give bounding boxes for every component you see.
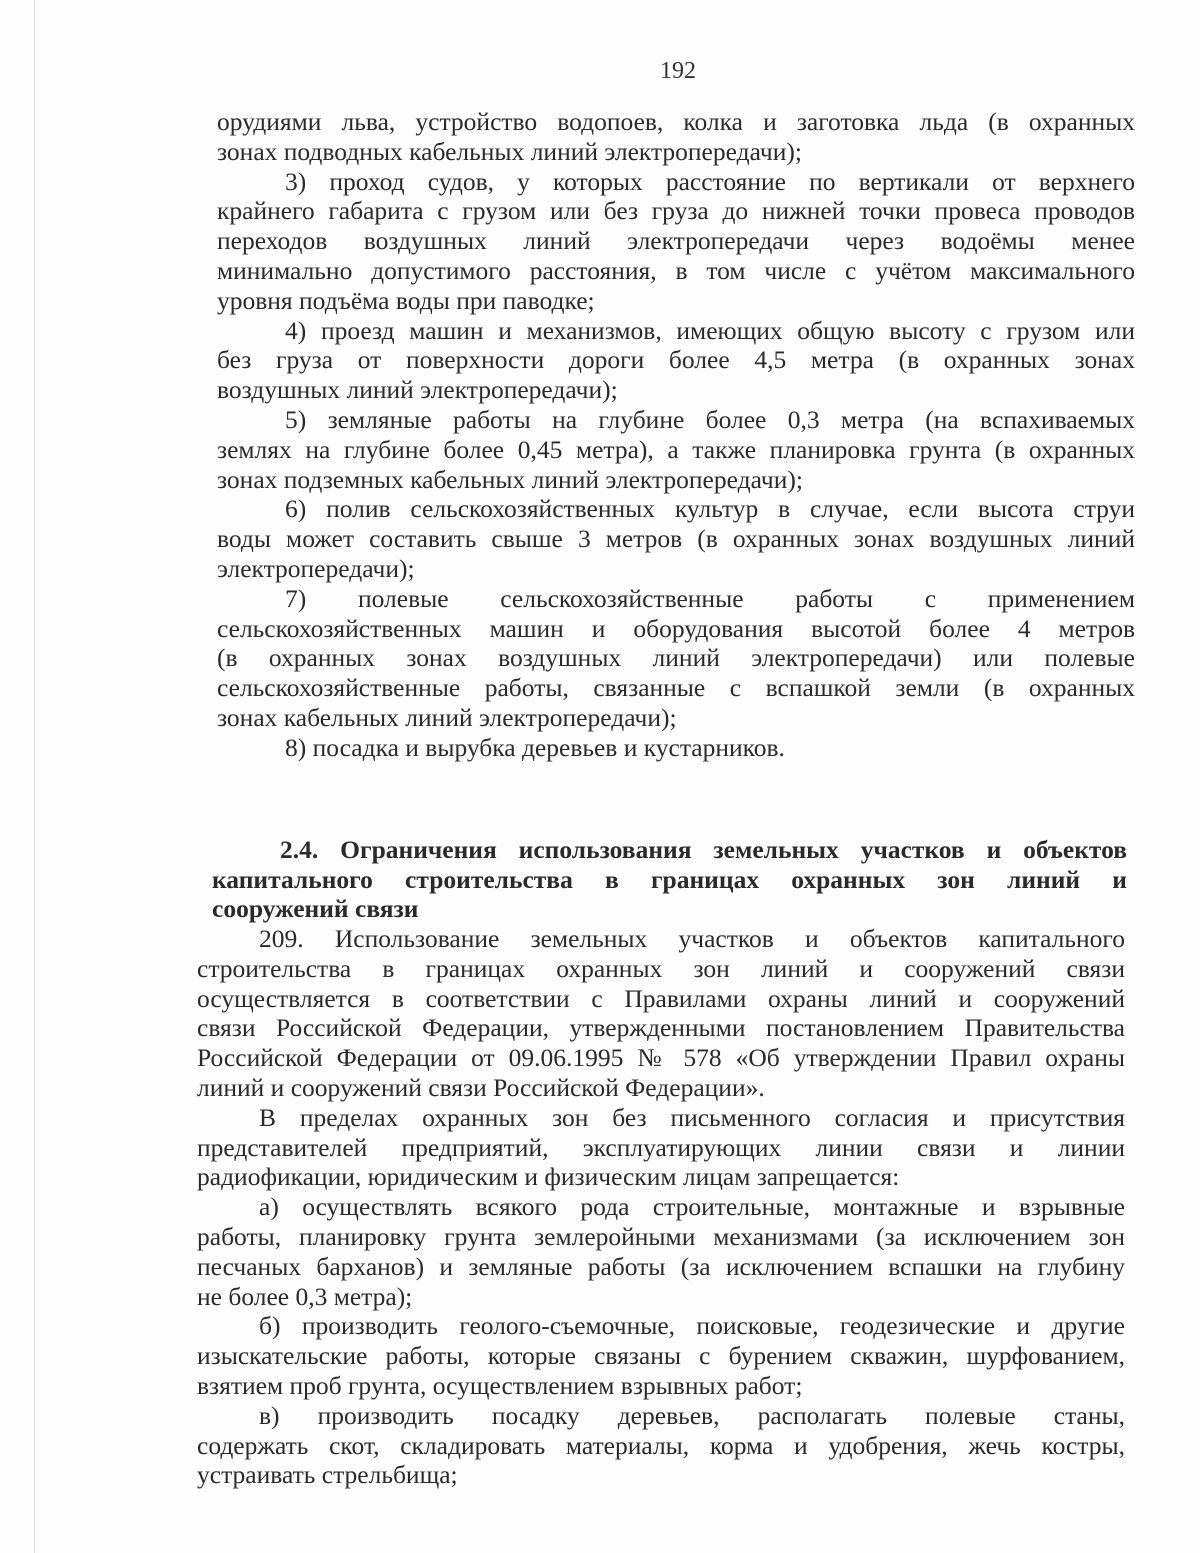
- text-line: б) производить геолого-съемочные, поисковые, геодезические и другие: [259, 1311, 1125, 1341]
- text-line: не более 0,3 метра);: [197, 1281, 413, 1311]
- page-number: 192: [660, 58, 696, 84]
- text-line: 5) земляные работы на глубине более 0,3 метра (на вспахиваемых: [285, 404, 1135, 434]
- text-line: работы, планировку грунта землеройными механизмами (за исключением зон: [197, 1221, 1125, 1251]
- text-line: землях на глубине более 0,45 метра), а также планировка грунта (в охранных: [217, 434, 1135, 464]
- text-line: Российской Федерации от 09.06.1995 № 578 «Об утверждении Правил охраны: [197, 1043, 1125, 1073]
- text-line: 8) посадка и вырубка деревьев и кустарников.: [285, 732, 785, 762]
- text-line: зонах подземных кабельных линий электропередачи);: [217, 464, 803, 494]
- scan-edge-line: [34, 0, 35, 1553]
- text-line: взятием проб грунта, осуществлением взрывных работ;: [197, 1370, 803, 1400]
- text-line: зонах кабельных линий электропередачи);: [217, 702, 677, 732]
- text-line: электропередачи);: [217, 553, 415, 583]
- text-line: 6) полив сельскохозяйственных культур в случае, если высота струи: [285, 494, 1135, 524]
- text-line: песчаных барханов) и земляные работы (за исключением вспашки на глубину: [197, 1251, 1125, 1281]
- text-line: строительства в границах охранных зон линий и сооружений связи: [197, 953, 1125, 983]
- text-line: изыскательские работы, которые связаны с бурением скважин, шурфованием,: [197, 1341, 1125, 1371]
- text-line: линий и сооружений связи Российской Федерации».: [197, 1072, 765, 1102]
- text-line: уровня подъёма воды при паводке;: [217, 285, 595, 315]
- text-line: 7) полевые сельскохозяйственные работы с применением: [285, 583, 1135, 613]
- heading-line: 2.4. Ограничения использования земельных участков и объектов: [280, 835, 1127, 864]
- heading-line: сооружений связи: [212, 894, 419, 924]
- lower-text-block: [197, 924, 1125, 1490]
- text-line: представителей предприятий, эксплуатирующих линии связи и линии: [197, 1132, 1125, 1162]
- text-line: зонах подводных кабельных линий электропередачи);: [217, 136, 802, 166]
- text-line: сельскохозяйственных машин и оборудования высотой более 4 метров: [217, 613, 1135, 643]
- text-line: переходов воздушных линий электропередачи через водоёмы менее: [217, 226, 1135, 256]
- text-line: содержать скот, складировать материалы, корма и удобрения, жечь костры,: [197, 1430, 1125, 1460]
- text-line: а) осуществлять всякого рода строительные, монтажные и взрывные: [259, 1192, 1125, 1222]
- text-line: осуществляется в соответствии с Правилами охраны линий и сооружений: [197, 983, 1125, 1013]
- text-line: 4) проезд машин и механизмов, имеющих общую высоту с грузом или: [285, 315, 1135, 345]
- text-line: В пределах охранных зон без письменного согласия и присутствия: [259, 1102, 1125, 1132]
- upper-text-block: [217, 107, 1135, 763]
- text-line: (в охранных зонах воздушных линий электропередачи) или полевые: [217, 643, 1135, 673]
- text-line: связи Российской Федерации, утвержденными постановлением Правительства: [197, 1013, 1125, 1043]
- text-line: воды может составить свыше 3 метров (в охранных зонах воздушных линий: [217, 524, 1135, 554]
- text-line: в) производить посадку деревьев, располагать полевые станы,: [259, 1400, 1125, 1430]
- text-line: орудиями льва, устройство водопоев, колка и заготовка льда (в охранных: [217, 107, 1135, 136]
- text-line: крайнего габарита с грузом или без груза до нижней точки провеса проводов: [217, 196, 1135, 226]
- text-line: радиофикации, юридическим и физическим лицам запрещается:: [197, 1162, 900, 1192]
- text-line: сельскохозяйственные работы, связанные с вспашкой земли (в охранных: [217, 673, 1135, 703]
- text-line: воздушных линий электропередачи);: [217, 375, 618, 405]
- text-line: 209. Использование земельных участков и объектов капитального: [259, 924, 1125, 953]
- section-heading: [212, 835, 1127, 924]
- text-line: устраивать стрельбища;: [197, 1460, 458, 1490]
- text-line: минимально допустимого расстояния, в том числе с учётом максимального: [217, 255, 1135, 285]
- heading-line: капитального строительства в границах охранных зон линий и: [212, 864, 1127, 894]
- text-line: 3) проход судов, у которых расстояние по вертикали от верхнего: [285, 166, 1135, 196]
- text-line: без груза от поверхности дороги более 4,5 метра (в охранных зонах: [217, 345, 1135, 375]
